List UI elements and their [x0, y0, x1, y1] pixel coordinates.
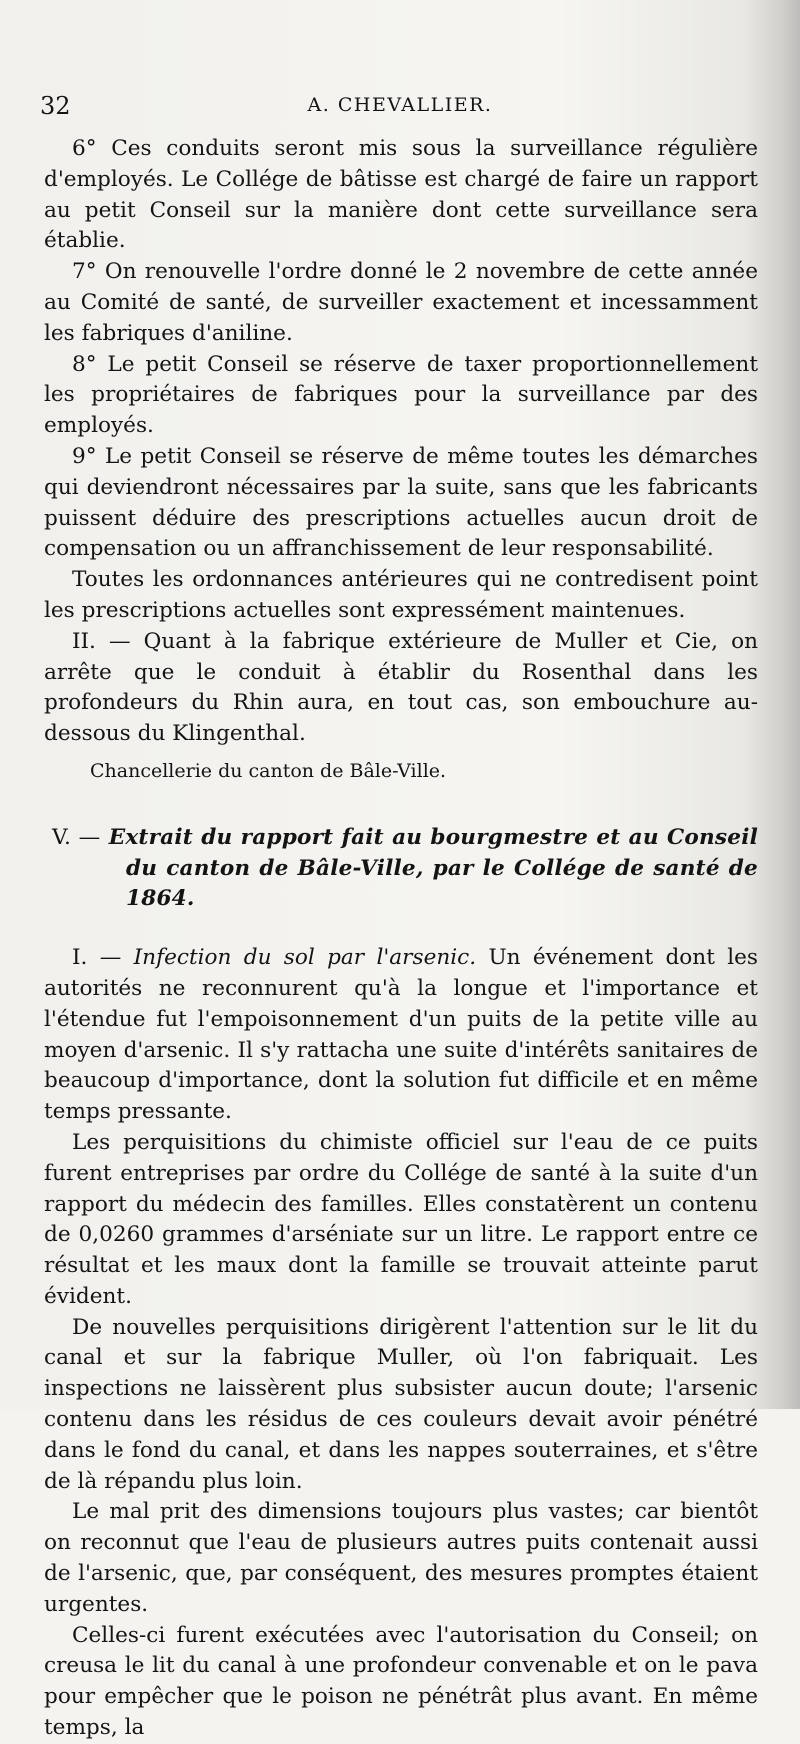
running-head: A. CHEVALLIER.	[307, 94, 493, 116]
page-header	[40, 92, 760, 124]
paragraph-article-8: 8° Le petit Conseil se réserve de taxer proportionnellement les propriétaires de fabriques pour la surveillance par des employés.	[44, 351, 758, 439]
paragraph-perquisitions: Les perquisitions du chimiste officiel sur l'eau de ce puits furent entreprises par ordre du Collége de santé à la suite d'un rapport du médecin des familles. Elles constatèrent un contenu de 0,0260 grammes d'arséniate sur un litre. Le rapport entre ce résultat et les maux dont la famille se trouvait atteinte parut évident.	[44, 1129, 758, 1309]
paragraph-article-6: 6° Ces conduits seront mis sous la surveillance régulière d'employés. Le Collége de bâtisse est chargé de faire un rapport au petit Conseil sur la manière dont cette surveillance sera établie.	[44, 136, 758, 254]
paragraph-article-ii: II. — Quant à la fabrique extérieure de Muller et Cie, on arrête que le conduit à établir du Rosenthal dans les profondeurs du Rhin aura, en tout cas, son embouchure au-dessous du Klingenthal.	[44, 628, 758, 747]
paragraph-nouvelles-perquisitions: De nouvelles perquisitions dirigèrent l'attention sur le lit du canal et sur la fabrique Muller, où l'on fabriquait. Les inspections ne laissèrent plus subsister aucun doute; l'arsenic contenu dans les résidus de ces couleurs devait avoir pénétré dans le fond du canal, et dans les nappes souterraines, et s'être de là répandu plus loin.	[44, 1314, 758, 1494]
subsection-title: Infection du sol par l'arsenic.	[133, 945, 477, 971]
spacer	[44, 787, 758, 823]
page-body	[44, 134, 758, 1744]
page-number: 32	[40, 92, 71, 120]
section-title: Extrait du rapport fait au bourgmestre et au Conseil du canton de Bâle-Ville, par le Collége de santé de 1864.	[108, 824, 758, 912]
subsection-number: I. —	[72, 945, 122, 971]
chancellery-signature: Chancellerie du canton de Bâle-Ville.	[90, 759, 447, 782]
paragraph-mesures: Celles-ci furent exécutées avec l'autorisation du Conseil; on creusa le lit du canal à une profondeur convenable et on le pava pour empêcher que le poison ne pénétrât plus avant. En même temps, la	[44, 1622, 758, 1741]
paragraph-article-9: 9° Le petit Conseil se réserve de même toutes les démarches qui deviendront nécessaires par la suite, sans que les fabricants puissent déduire des prescriptions actuelles aucun droit de compensation ou un affranchissement de leur responsabilité.	[44, 443, 758, 562]
section-heading	[44, 823, 758, 915]
paragraph-infection	[44, 943, 758, 1128]
paragraph-mal: Le mal prit des dimensions toujours plus vastes; car bientôt on reconnut que l'eau de plusieurs autres puits contenait aussi de l'arsenic, que, par conséquent, des mesures promptes étaient urgentes.	[44, 1499, 758, 1617]
paragraph-ordinances: Toutes les ordonnances antérieures qui ne contredisent point les prescriptions actuelles sont expressément maintenues.	[44, 567, 758, 623]
paragraph-article-7: 7° On renouvelle l'ordre donné le 2 novembre de cette année au Comité de santé, de surveiller exactement et incessamment les fabriques d'aniline.	[44, 259, 758, 346]
section-number: V. —	[52, 824, 101, 850]
paragraph-infection-text: Un événement dont les autorités ne reconnurent qu'à la longue et l'importance et l'étendue fut l'empoisonnement d'un puits de la petite ville au moyen d'arsenic. Il s'y rattacha une suite d'intérêts sanitaires de beaucoup d'importance, dont la solution fut difficile et en même temps pressante.	[44, 945, 758, 1125]
spacer	[44, 915, 758, 943]
